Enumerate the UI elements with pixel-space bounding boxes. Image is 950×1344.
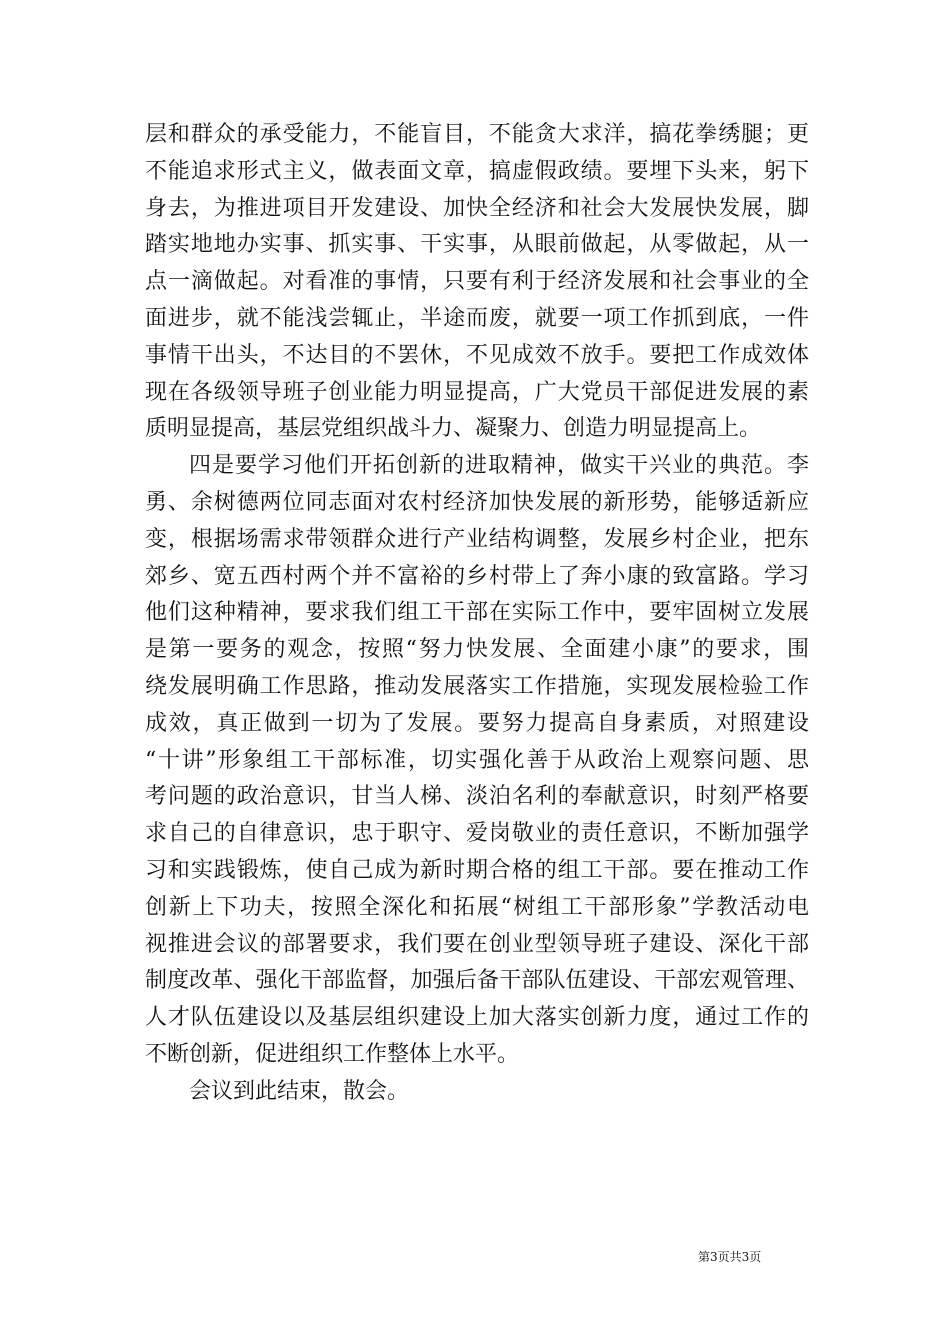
paragraph-2-line-17: 不断创新，促进组织工作整体上水平。 [145,1041,520,1067]
page-number: 第3页共3页 [698,1250,762,1264]
paragraph-2-line-13: 创新上下功夫，按照全深化和拓展“树组工干部形象”学教活动电 [145,894,809,920]
paragraph-2-line-9: “十讲”形象组工干部标准，切实强化善于从政治上观察问题、思 [145,747,809,773]
paragraph-1-line-4: 踏实地地办实事、抓实事、干实事，从眼前做起，从零做起，从一 [145,232,809,258]
paragraph-2-line-5: 他们这种精神，要求我们组工干部在实际工作中，要牢固树立发展 [145,600,809,626]
paragraph-2-line-4: 郊乡、宽五西村两个并不富裕的乡村带上了奔小康的致富路。学习 [145,563,809,589]
paragraph-2-line-11: 求自己的自律意识，忠于职守、爱岗敬业的责任意识，不断加强学 [145,821,809,847]
paragraph-2-line-1: 四是要学习他们开拓创新的进取精神，做实干兴业的典范。李 [189,453,809,479]
paragraph-1-line-7: 事情干出头，不达目的不罢休，不见成效不放手。要把工作成效体 [145,342,809,368]
paragraph-1-line-8: 现在各级领导班子创业能力明显提高，广大党员干部促进发展的素 [145,379,809,405]
paragraph-2-line-2: 勇、余树德两位同志面对农村经济加快发展的新形势，能够适新应 [145,489,809,515]
paragraph-2-line-14: 视推进会议的部署要求，我们要在创业型领导班子建设、深化干部 [145,931,809,957]
paragraph-2-line-16: 人才队伍建设以及基层组织建设上加大落实创新力度，通过工作的 [145,1005,809,1031]
paragraph-1-line-9: 质明显提高，基层党组织战斗力、凝聚力、创造力明显提高上。 [145,416,762,442]
paragraph-1-line-5: 点一滴做起。对看准的事情，只要有利于经济发展和社会事业的全 [145,269,809,295]
paragraph-2-line-3: 变，根据场需求带领群众进行产业结构调整，发展乡村企业，把东 [145,526,809,552]
paragraph-2-line-6: 是第一要务的观念，按照“努力快发展、全面建小康”的要求，围 [145,637,809,663]
paragraph-1-line-1: 层和群众的承受能力，不能盲目，不能贪大求洋，搞花拳绣腿；更 [145,122,809,147]
paragraph-2-line-7: 绕发展明确工作思路，推动发展落实工作措施，实现发展检验工作 [145,673,809,699]
paragraph-1-line-6: 面进步，就不能浅尝辄止，半途而废，就要一项工作抓到底，一件 [145,305,809,331]
paragraph-2-line-10: 考问题的政治意识，甘当人梯、淡泊名利的奉献意识，时刻严格要 [145,784,809,810]
paragraph-2-line-12: 习和实践锻炼，使自己成为新时期合格的组工干部。要在推动工作 [145,857,809,883]
paragraph-1-line-3: 身去，为推进项目开发建设、加快全经济和社会大发展快发展，脚 [145,195,809,221]
paragraph-2-line-15: 制度改革、强化干部监督，加强后备干部队伍建设、干部宏观管理、 [145,968,809,994]
document-body [145,117,809,1111]
paragraph-2-line-8: 成效，真正做到一切为了发展。要努力提高自身素质，对照建设 [145,710,809,736]
paragraph-3-line-1: 会议到此结束，散会。 [189,1078,410,1104]
paragraph-1-line-2: 不能追求形式主义，做表面文章，搞虚假政绩。要埋下头来，躬下 [145,158,809,184]
